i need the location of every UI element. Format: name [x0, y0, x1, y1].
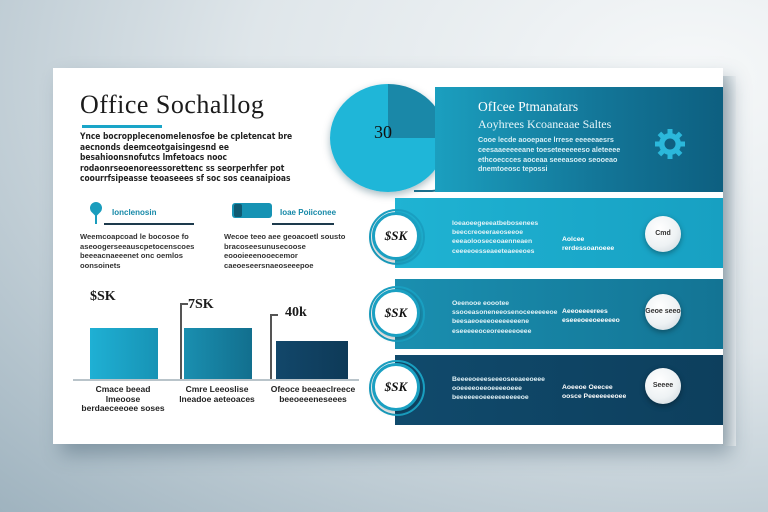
banner-text: Cooe lecde aooepace lrrese eeeeeaesrs ceesaaeeeeeane toeseteeeeeeso aleteeee ethcoeccces aoceaa seeeasoeo seooeao dnemtoeosc tepossi [478, 135, 621, 174]
bar-3 [276, 341, 348, 379]
stat-side-text: Aeeoeeeerees eseeeoeeoeeeeeo [562, 308, 620, 325]
bar-value-label: 40k [285, 305, 307, 320]
bar-value-label: $SK [90, 289, 116, 304]
stat-circle: $SK [372, 212, 420, 260]
gear-icon [652, 126, 688, 162]
stat-circle: $SK [372, 289, 420, 337]
stat-badge: Seeee [645, 368, 681, 404]
banner-subtitle: Aoyhrees Kcoaneaae Saltes [478, 117, 612, 131]
stat-badge: Geoe seeo [645, 294, 681, 330]
title-underline [82, 125, 162, 128]
bar-caption: Cmace beead lmeoose berdaeceeoee soses [81, 384, 165, 413]
bar-1 [90, 328, 158, 379]
feature-label: Ioae Poiiconee [280, 208, 337, 217]
stat-text: Oeenooe eoootee ssooeasoneneeosenoceeeeeeoe beesaeoeeeoeeeeeeene eseeeeeoceoreeeeeoeee [452, 300, 558, 335]
stat-side-text: Aoeeoe Oeecee oosce Peeeeeeeoee [562, 384, 627, 401]
banner-title: OfIcee Ptmanatars [478, 99, 579, 114]
card-edge [722, 76, 736, 446]
bar-leader-tick [270, 314, 278, 316]
page-title: Office Sochallog [80, 90, 265, 119]
location-pin-stem [95, 214, 97, 224]
feature-pill-cap [234, 204, 242, 217]
bar-2 [184, 328, 252, 379]
donut-value: 30 [374, 122, 392, 142]
stat-badge: Cmd [645, 216, 681, 252]
stat-text: Ioeaoeegeeeatbebosenees beeccreoeeraeoseeoe eeeaolooseceoaenneaen ceeeeoesseaeeteaeeeoes [452, 220, 539, 255]
bar-leader-line [180, 303, 182, 379]
bar-caption: Cmre Leeoslise lneadoe aeteoaces [179, 384, 255, 404]
bar-caption: Ofeoce beeaeclreece beeoeeeneseees [270, 384, 356, 404]
feature-label: Ionclenosin [112, 208, 157, 217]
bar-leader-tick [180, 303, 188, 305]
intro-text: Ynce bocropplecenomelenosfoe be cpletencat bre aecnonds deemceotgaisingesnd ee besahioonsnofutcs lmfetoacs nooc rodaonrseoenoreessorettenc ss seorperhfer pot coourrfsipeasse teoaseees sf soc sos ceanaipioas [80, 131, 293, 184]
feature-rule [272, 223, 334, 225]
bar-value-label: 7SK [188, 297, 214, 312]
bar-axis [73, 379, 359, 381]
feature-text: Weemcoapcoad le bocosoe fo aseoogerseeauscpetocenscoes beeeacnaeeenet onc oemlos oonsoinets [80, 232, 195, 270]
bar-leader-line [270, 314, 272, 379]
stat-text: Beeeeoeeeseeeoseeaeeoeee ooeeeeoeeoeeeeoeee beeeeeeoeeeeeeeeeeoe [452, 376, 545, 402]
stat-side-text: Aolcee rerdessoanoeee [562, 236, 615, 253]
stat-circle: $SK [372, 363, 420, 411]
feature-text: Wecoe teeo aee geoacoetl sousto bracoseesunusecoose eoooieeenooecemor caeoeseersnaeoseeepoe [224, 232, 346, 270]
feature-rule [104, 223, 194, 225]
